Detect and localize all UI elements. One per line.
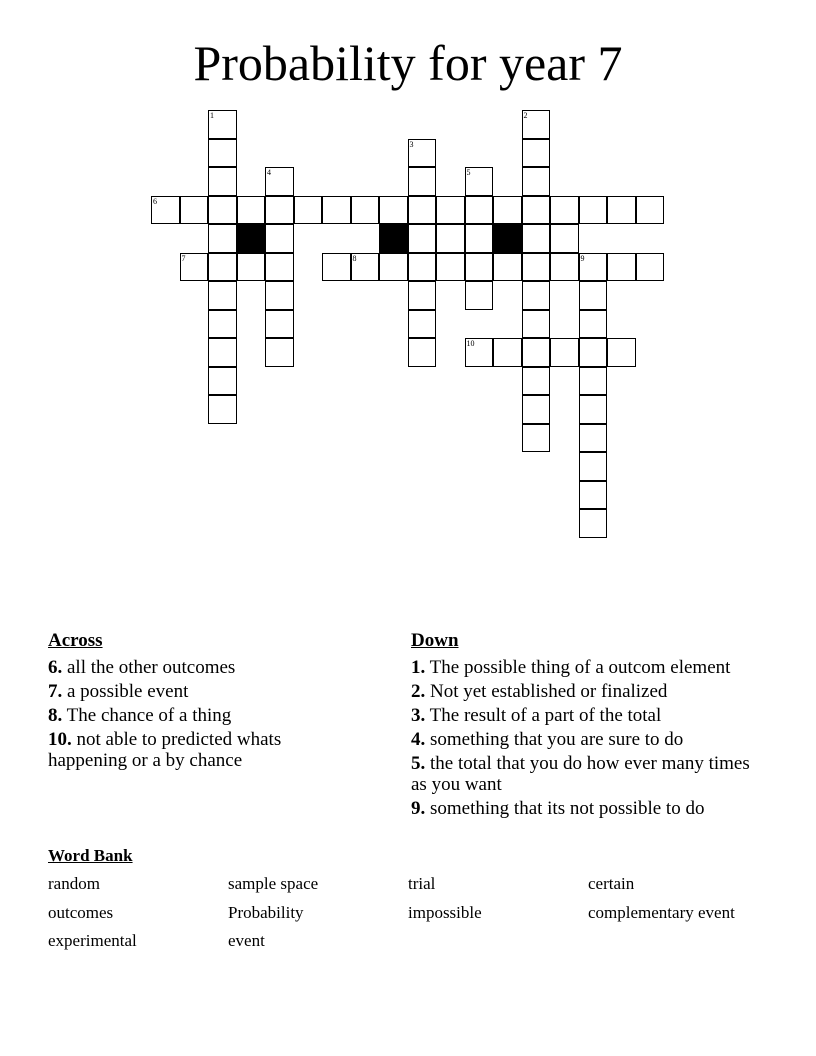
crossword-cell[interactable] bbox=[493, 338, 522, 367]
crossword-cell[interactable] bbox=[465, 281, 494, 310]
crossword-cell[interactable] bbox=[522, 338, 551, 367]
word-bank-title: Word Bank bbox=[48, 846, 133, 865]
clue-number-label: 9. bbox=[411, 798, 426, 819]
down-clue bbox=[411, 705, 761, 726]
word-bank-item: certain bbox=[588, 874, 635, 893]
crossword-cell[interactable] bbox=[237, 196, 266, 225]
across-heading: Across bbox=[48, 630, 103, 651]
crossword-cell[interactable] bbox=[265, 167, 294, 196]
crossword-cell[interactable] bbox=[208, 367, 237, 396]
crossword-cell[interactable] bbox=[408, 281, 437, 310]
crossword-cell[interactable] bbox=[322, 253, 351, 282]
word-bank-item: sample space bbox=[228, 874, 319, 893]
crossword-cell[interactable] bbox=[208, 395, 237, 424]
clue-number: 2 bbox=[523, 111, 528, 120]
down-clue bbox=[411, 753, 761, 795]
crossword-cell[interactable] bbox=[436, 224, 465, 253]
crossword-cell[interactable] bbox=[408, 139, 437, 168]
crossword-cell[interactable] bbox=[180, 196, 209, 225]
crossword-cell[interactable] bbox=[550, 338, 579, 367]
crossword-cell[interactable] bbox=[208, 253, 237, 282]
crossword-cell[interactable] bbox=[579, 367, 608, 396]
crossword-black-cell bbox=[237, 224, 266, 253]
crossword-black-cell bbox=[379, 224, 408, 253]
crossword-cell[interactable] bbox=[408, 224, 437, 253]
clue-number-label: 8. bbox=[48, 705, 63, 726]
clue-number: 7 bbox=[181, 253, 186, 263]
clue-number-label: 5. bbox=[411, 753, 426, 774]
crossword-cell[interactable] bbox=[522, 139, 551, 168]
crossword-cell[interactable] bbox=[465, 253, 494, 282]
clue-text: The possible thing of a outcom element bbox=[425, 657, 731, 678]
crossword-cell[interactable] bbox=[607, 196, 636, 225]
crossword-cell[interactable] bbox=[408, 253, 437, 282]
crossword-cell[interactable] bbox=[408, 338, 437, 367]
crossword-cell[interactable] bbox=[579, 281, 608, 310]
down-clues bbox=[411, 630, 761, 822]
clue-number: 3 bbox=[409, 139, 414, 149]
across-clues bbox=[48, 630, 348, 774]
word-bank-item: event bbox=[228, 931, 265, 950]
crossword-cell[interactable] bbox=[607, 253, 636, 282]
crossword-cell[interactable] bbox=[322, 196, 351, 225]
crossword-cell[interactable] bbox=[579, 424, 608, 453]
word-bank-item: outcomes bbox=[48, 903, 114, 922]
crossword-cell[interactable] bbox=[550, 196, 579, 225]
crossword-cell[interactable] bbox=[522, 224, 551, 253]
crossword-cell[interactable] bbox=[579, 253, 608, 282]
crossword-cell[interactable] bbox=[180, 253, 209, 282]
crossword-cell[interactable] bbox=[579, 481, 608, 510]
crossword-cell[interactable] bbox=[265, 224, 294, 253]
crossword-black-cell bbox=[493, 224, 522, 253]
crossword-cell[interactable] bbox=[208, 224, 237, 253]
word-bank-item: complementary event bbox=[588, 903, 735, 922]
crossword-cell[interactable] bbox=[493, 196, 522, 225]
crossword-cell[interactable] bbox=[265, 338, 294, 367]
crossword-cell[interactable] bbox=[522, 110, 551, 139]
crossword-cell[interactable] bbox=[265, 310, 294, 339]
clue-number-label: 1. bbox=[411, 657, 426, 678]
crossword-cell[interactable] bbox=[579, 395, 608, 424]
crossword-cell[interactable] bbox=[208, 110, 237, 139]
crossword-cell[interactable] bbox=[294, 196, 323, 225]
page-title: Probability for year 7 bbox=[193, 35, 623, 91]
clue-text: a possible event bbox=[62, 681, 189, 702]
crossword-cell[interactable] bbox=[408, 310, 437, 339]
clue-number-label: 7. bbox=[48, 681, 63, 702]
crossword-cell[interactable] bbox=[579, 452, 608, 481]
word-bank-item: random bbox=[48, 874, 100, 893]
clue-number: 10 bbox=[466, 339, 475, 348]
clue-text: Not yet established or finalized bbox=[425, 681, 668, 702]
clue-number-label: 6. bbox=[48, 657, 63, 678]
across-clue bbox=[48, 705, 348, 726]
crossword-cell[interactable] bbox=[522, 253, 551, 282]
clue-text: the total that you do how ever many times as you want bbox=[411, 753, 750, 795]
crossword-cell[interactable] bbox=[351, 196, 380, 225]
crossword-cell[interactable] bbox=[379, 196, 408, 225]
crossword-cell[interactable] bbox=[522, 424, 551, 453]
crossword-cell[interactable] bbox=[351, 253, 380, 282]
clue-text: all the other outcomes bbox=[62, 657, 236, 678]
crossword-cell[interactable] bbox=[579, 509, 608, 538]
crossword-cell[interactable] bbox=[465, 196, 494, 225]
crossword-cell[interactable] bbox=[208, 196, 237, 225]
word-bank-item: experimental bbox=[48, 931, 137, 950]
crossword-cell[interactable] bbox=[151, 196, 180, 225]
clue-number: 8 bbox=[352, 253, 357, 263]
crossword-cell[interactable] bbox=[579, 310, 608, 339]
word-bank-item: Probability bbox=[228, 903, 304, 922]
across-clue bbox=[48, 729, 348, 771]
crossword-cell[interactable] bbox=[493, 253, 522, 282]
crossword-cell[interactable] bbox=[465, 338, 494, 367]
crossword-cell[interactable] bbox=[522, 310, 551, 339]
crossword-cell[interactable] bbox=[208, 167, 237, 196]
word-bank-item: impossible bbox=[408, 903, 482, 922]
crossword-cell[interactable] bbox=[550, 224, 579, 253]
clue-text: not able to predicted whats happening or a by chance bbox=[48, 729, 282, 771]
clue-number: 9 bbox=[580, 253, 585, 263]
crossword-cell[interactable] bbox=[465, 224, 494, 253]
crossword-cell[interactable] bbox=[636, 253, 665, 282]
clue-number-label: 10. bbox=[48, 729, 72, 750]
crossword-cell[interactable] bbox=[636, 196, 665, 225]
clue-number-label: 4. bbox=[411, 729, 426, 750]
crossword-cell[interactable] bbox=[579, 196, 608, 225]
clue-text: The chance of a thing bbox=[62, 705, 232, 726]
crossword-cell[interactable] bbox=[465, 167, 494, 196]
crossword-cell[interactable] bbox=[408, 196, 437, 225]
crossword-cell[interactable] bbox=[522, 281, 551, 310]
crossword-cell[interactable] bbox=[265, 253, 294, 282]
crossword-cell[interactable] bbox=[265, 281, 294, 310]
crossword-cell[interactable] bbox=[522, 367, 551, 396]
crossword-cell[interactable] bbox=[436, 196, 465, 225]
clue-text: something that its not possible to do bbox=[425, 798, 705, 819]
clue-number: 6 bbox=[153, 196, 157, 206]
across-clue bbox=[48, 681, 348, 702]
crossword-cell[interactable] bbox=[237, 253, 266, 282]
clue-number: 4 bbox=[267, 168, 271, 177]
crossword-cell[interactable] bbox=[522, 196, 551, 225]
crossword-cell[interactable] bbox=[208, 281, 237, 310]
crossword-cell[interactable] bbox=[208, 139, 237, 168]
crossword-cell[interactable] bbox=[522, 395, 551, 424]
crossword-cell[interactable] bbox=[579, 338, 608, 367]
crossword-cell[interactable] bbox=[265, 196, 294, 225]
crossword-cell[interactable] bbox=[522, 167, 551, 196]
crossword-cell[interactable] bbox=[436, 253, 465, 282]
crossword-cell[interactable] bbox=[208, 310, 237, 339]
clue-number: 5 bbox=[466, 168, 471, 177]
down-clue bbox=[411, 729, 761, 750]
clue-number: 1 bbox=[210, 111, 214, 120]
clue-number-label: 3. bbox=[411, 705, 426, 726]
crossword-cell[interactable] bbox=[408, 167, 437, 196]
word-bank-item: trial bbox=[408, 874, 436, 893]
crossword-cell[interactable] bbox=[379, 253, 408, 282]
crossword-cell[interactable] bbox=[208, 338, 237, 367]
across-clue bbox=[48, 657, 348, 678]
clue-number-label: 2. bbox=[411, 681, 426, 702]
down-clue bbox=[411, 681, 761, 702]
down-heading: Down bbox=[411, 630, 459, 651]
crossword-cell[interactable] bbox=[550, 253, 579, 282]
clue-text: The result of a part of the total bbox=[425, 705, 662, 726]
crossword-cell[interactable] bbox=[607, 338, 636, 367]
clue-text: something that you are sure to do bbox=[425, 729, 684, 750]
down-clue bbox=[411, 798, 761, 819]
down-clue bbox=[411, 657, 761, 678]
